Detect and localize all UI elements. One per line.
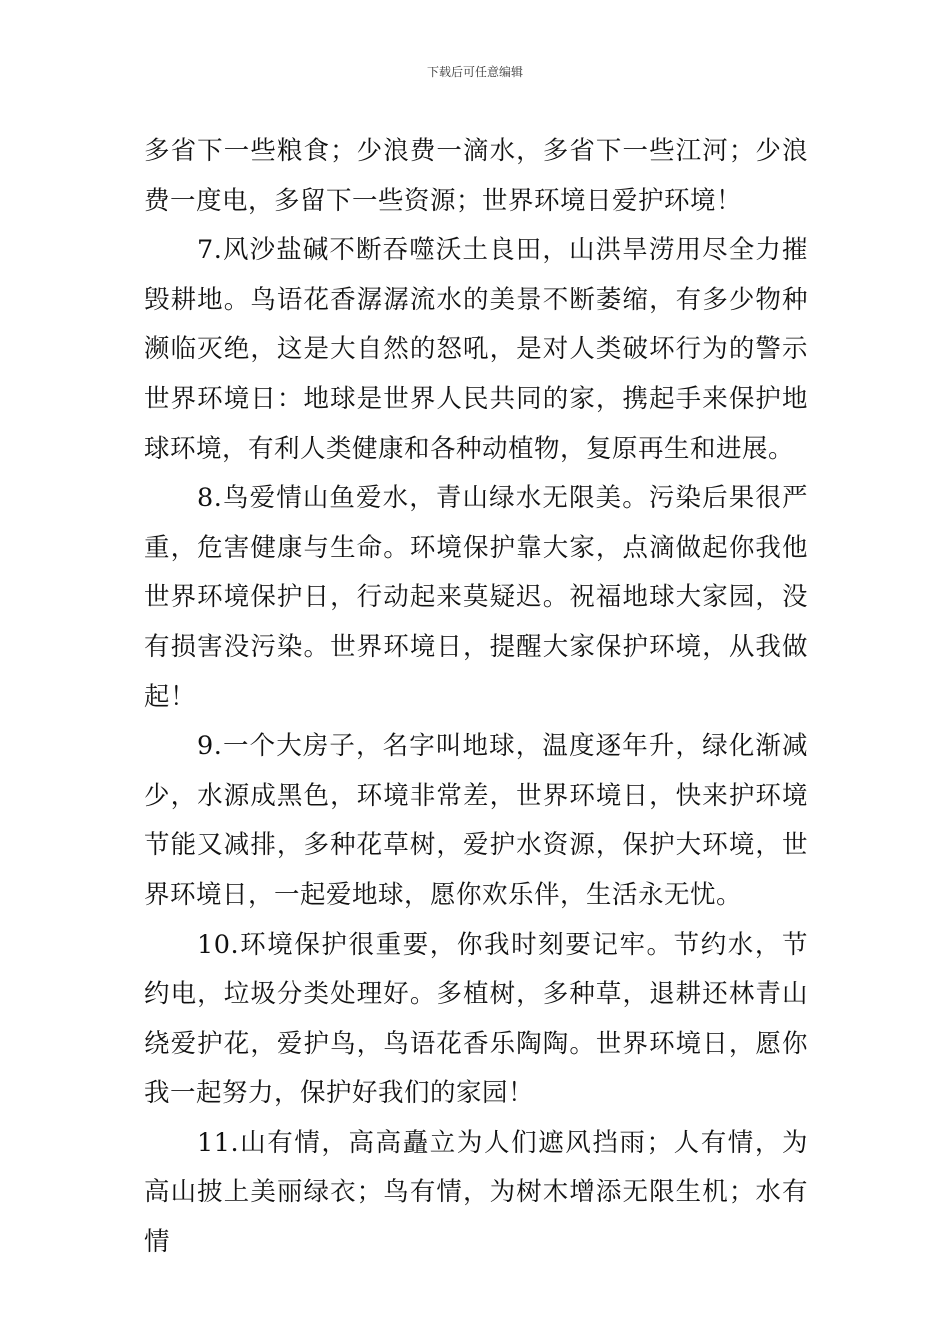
paragraph-item-9: 9.一个大房子，名字叫地球，温度逐年升，绿化渐减少，水源成黑色，环境非常差，世界环境日，快来护环境节能又减排，多种花草树，爱护水资源，保护大环境，世界环境日，一起爱地球，愿你欢乐伴，生活永无忧。 (144, 731, 808, 910)
document-body (144, 127, 808, 1268)
page-header (0, 64, 950, 80)
paragraph-item-8: 8.鸟爱情山鱼爱水，青山绿水无限美。污染后果很严重，危害健康与生命。环境保护靠大家，点滴做起你我他世界环境保护日，行动起来莫疑迟。祝福地球大家园，没有损害没污染。世界环境日，提醒大家保护环境，从我做起！ (144, 483, 808, 712)
header-note: 下载后可任意编辑 (426, 65, 523, 79)
paragraph-item-10: 10.环境保护很重要，你我时刻要记牢。节约水，节约电，垃圾分类处理好。多植树，多种草，退耕还林青山绕爱护花，爱护鸟，鸟语花香乐陶陶。世界环境日，愿你我一起努力，保护好我们的家园！ (144, 929, 808, 1109)
paragraph-item-11: 11.山有情，高高矗立为人们遮风挡雨；人有情，为高山披上美丽绿衣；鸟有情，为树木增添无限生机；水有情 (144, 1127, 808, 1258)
paragraph-item-7: 7.风沙盐碱不断吞噬沃土良田，山洪旱涝用尽全力摧毁耕地。鸟语花香潺潺流水的美景不断萎缩，有多少物种濒临灭绝，这是大自然的怒吼，是对人类破坏行为的警示世界环境日：地球是世界人民共同的家，携起手来保护地球环境，有利人类健康和各种动植物，复原再生和进展。 (144, 235, 808, 464)
paragraph-continuation: 多省下一些粮食；少浪费一滴水，多省下一些江河；少浪费一度电，多留下一些资源；世界环境日爱护环境！ (144, 136, 808, 216)
